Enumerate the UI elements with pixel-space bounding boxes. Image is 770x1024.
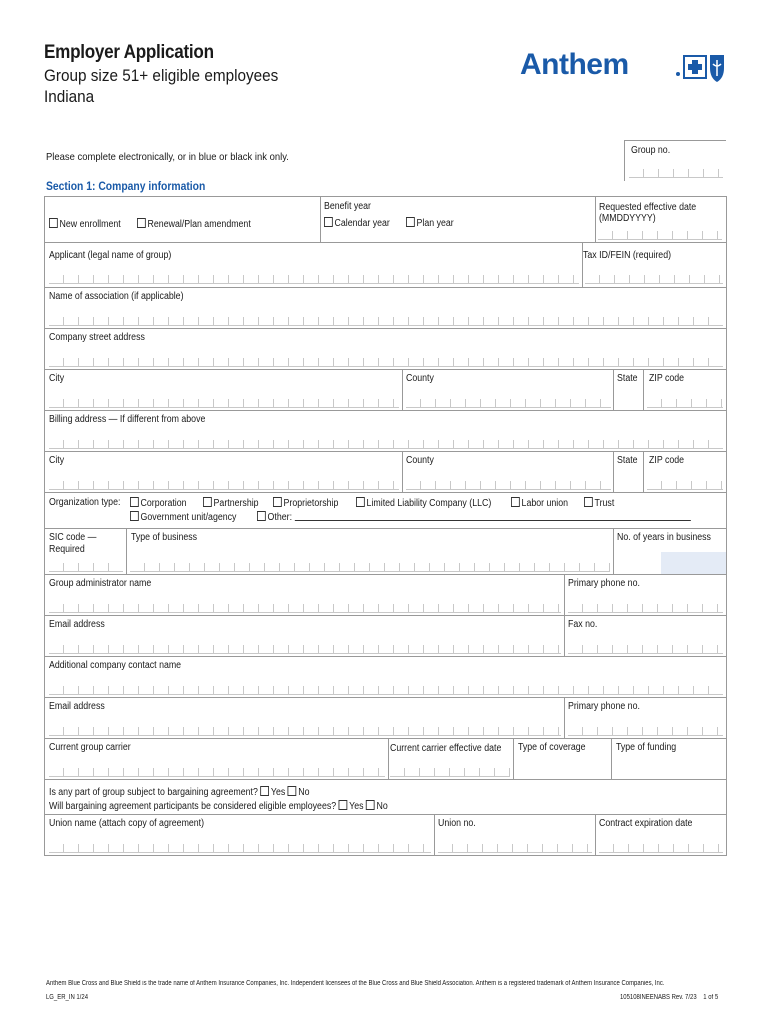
tax-id-input[interactable] [585, 275, 723, 284]
tax-id-label: Tax ID/FEIN (required) [583, 250, 672, 261]
city-input[interactable] [49, 399, 399, 408]
state2-label: State [617, 455, 638, 466]
divider [613, 451, 614, 492]
zip-input[interactable] [647, 399, 723, 408]
current-carrier-label: Current group carrier [49, 742, 131, 753]
union-no-label: Union no. [438, 818, 476, 829]
proprietorship-option[interactable] [273, 497, 338, 509]
other-checkbox[interactable] [257, 511, 266, 521]
zip2-label: ZIP code [649, 455, 685, 466]
other-label: Other: [267, 512, 293, 523]
email-label: Email address [49, 619, 105, 630]
calendar-year-label: Calendar year [334, 218, 390, 229]
government-option[interactable] [130, 511, 236, 523]
new-enrollment-option[interactable] [49, 218, 121, 230]
benefit-year-label: Benefit year [324, 201, 371, 212]
state-label: State [617, 373, 638, 384]
new-enrollment-checkbox[interactable] [49, 218, 58, 228]
divider [643, 369, 644, 410]
row-divider [45, 697, 726, 698]
trust-checkbox[interactable] [584, 497, 593, 507]
carrier-effective-date-label: Current carrier effective date [390, 743, 502, 754]
association-input[interactable] [49, 317, 723, 326]
partnership-label: Partnership [213, 498, 259, 509]
divider [402, 451, 403, 492]
divider [613, 528, 614, 574]
additional-contact-label: Additional company contact name [49, 660, 182, 671]
applicant-input[interactable] [49, 275, 579, 284]
row-divider [45, 814, 726, 815]
primary-phone2-label: Primary phone no. [568, 701, 640, 712]
state-name: Indiana [44, 87, 95, 106]
no-label: No [376, 801, 388, 812]
labor-union-checkbox[interactable] [511, 497, 520, 507]
corporation-label: Corporation [140, 498, 187, 509]
admin-name-label: Group administrator name [49, 578, 152, 589]
row-divider [45, 328, 726, 329]
zip-label: ZIP code [649, 373, 685, 384]
bargaining-q1-no-checkbox[interactable] [288, 786, 297, 796]
email2-label: Email address [49, 701, 105, 712]
county2-label: County [406, 455, 434, 466]
divider [513, 738, 514, 779]
billing-label: Billing address — If different from above [49, 414, 206, 425]
union-name-input[interactable] [49, 844, 431, 853]
county-label: County [406, 373, 434, 384]
trust-option[interactable] [584, 497, 614, 509]
new-enrollment-label: New enrollment [59, 219, 121, 230]
row-divider [45, 574, 726, 575]
city2-label: City [49, 455, 65, 466]
group-no-label: Group no. [631, 145, 671, 156]
zip2-input[interactable] [647, 481, 723, 490]
government-checkbox[interactable] [130, 511, 139, 521]
labor-union-label: Labor union [521, 498, 569, 509]
bargaining-question-1 [49, 786, 310, 798]
partnership-checkbox[interactable] [203, 497, 212, 507]
trademark-notice: Anthem Blue Cross and Blue Shield is the trade name of Anthem Insurance Companies, Inc. Independent licensees of the Blue Cross and Blue Shield Association. Anthem is a registered trademark of Anthem Insurance Companies, Inc. [46, 980, 665, 987]
email2-input[interactable] [49, 727, 561, 736]
bargaining-q2-yes-checkbox[interactable] [339, 800, 348, 810]
renewal-label: Renewal/Plan amendment [147, 219, 251, 230]
yes-label: Yes [270, 787, 286, 798]
section-1-title: Section 1: Company information [46, 181, 206, 193]
blue-cross-blue-shield-icon [666, 52, 726, 84]
bargaining-q1-text: Is any part of group subject to bargaining agreement? [49, 787, 258, 798]
divider [582, 242, 583, 287]
street-input[interactable] [49, 358, 723, 367]
date-format-label: (MMDDYYYY) [599, 213, 656, 224]
current-carrier-input[interactable] [49, 768, 385, 777]
contract-exp-label: Contract expiration date [599, 818, 693, 829]
logo-wordmark: Anthem [520, 48, 629, 81]
corporation-checkbox[interactable] [130, 497, 139, 507]
applicant-label: Applicant (legal name of group) [49, 250, 172, 261]
fax-label: Fax no. [568, 619, 598, 630]
divider [611, 738, 612, 779]
divider [564, 574, 565, 615]
group-no-comb [629, 169, 723, 178]
divider [320, 197, 321, 242]
association-label: Name of association (if applicable) [49, 291, 184, 302]
group-no-field[interactable] [624, 140, 726, 181]
no-label: No [298, 787, 310, 798]
divider [126, 528, 127, 574]
plan-year-option[interactable] [406, 217, 454, 229]
row-divider [45, 528, 726, 529]
bargaining-q2-no-checkbox[interactable] [366, 800, 375, 810]
requested-effective-date-label: Requested effective date [599, 202, 697, 213]
row-divider [45, 492, 726, 493]
union-name-label: Union name (attach copy of agreement) [49, 818, 205, 829]
type-of-business-label: Type of business [131, 532, 198, 543]
other-input[interactable] [294, 511, 690, 521]
page-title: Employer Application [44, 42, 214, 63]
type-of-funding-label: Type of funding [616, 742, 677, 753]
renewal-checkbox[interactable] [137, 218, 146, 228]
proprietorship-label: Proprietorship [283, 498, 339, 509]
row-divider [45, 779, 726, 780]
carrier-effective-date-input[interactable] [390, 768, 510, 777]
plan-year-checkbox[interactable] [406, 217, 415, 227]
divider [388, 738, 389, 779]
type-of-coverage-label: Type of coverage [518, 742, 586, 753]
divider [434, 814, 435, 855]
row-divider [45, 369, 726, 370]
row-divider [45, 738, 726, 739]
fax-input[interactable] [568, 645, 723, 654]
row-divider [45, 615, 726, 616]
renewal-option[interactable] [137, 218, 251, 230]
primary-phone-input[interactable] [568, 604, 723, 613]
email-input[interactable] [49, 645, 561, 654]
sic-required-label: Required [49, 544, 85, 555]
llc-label: Limited Liability Company (LLC) [366, 498, 492, 509]
sic-code-label: SIC code — [49, 532, 97, 543]
bargaining-q2-text: Will bargaining agreement participants be considered eligible employees? [49, 801, 337, 812]
county-input[interactable] [406, 399, 611, 408]
effective-date-comb[interactable] [598, 231, 722, 240]
divider [643, 451, 644, 492]
primary-phone-label: Primary phone no. [568, 578, 640, 589]
years-in-business-input[interactable] [661, 552, 726, 574]
row-divider [45, 656, 726, 657]
billing-input[interactable] [49, 440, 723, 449]
additional-contact-input[interactable] [49, 686, 723, 695]
divider [402, 369, 403, 410]
revision-and-page [620, 994, 718, 1001]
divider [595, 197, 596, 242]
company-info-form [44, 196, 727, 856]
primary-phone2-input[interactable] [568, 727, 723, 736]
divider [564, 615, 565, 656]
sic-code-input[interactable] [49, 563, 123, 572]
corporation-option[interactable] [130, 497, 187, 509]
llc-option[interactable] [356, 497, 491, 509]
page-number: 1 of 5 [703, 994, 719, 1001]
instructions: Please complete electronically, or in blue or black ink only. [46, 151, 289, 163]
county2-input[interactable] [406, 481, 611, 490]
bargaining-question-2 [49, 800, 388, 812]
city-label: City [49, 373, 65, 384]
form-id: LG_ER_IN 1/24 [46, 994, 89, 1001]
org-type-label: Organization type: [49, 497, 121, 508]
divider [564, 697, 565, 738]
revision: 105108INEENABS Rev. 7/23 [620, 994, 697, 1001]
row-divider [45, 451, 726, 452]
admin-name-input[interactable] [49, 604, 561, 613]
row-divider [45, 287, 726, 288]
type-of-business-input[interactable] [130, 563, 610, 572]
yes-label: Yes [349, 801, 364, 812]
anthem-logo [520, 50, 726, 86]
plan-year-label: Plan year [416, 218, 454, 229]
divider [595, 814, 596, 855]
row-divider [45, 242, 726, 243]
proprietorship-checkbox[interactable] [273, 497, 282, 507]
contract-exp-input[interactable] [599, 844, 723, 853]
street-label: Company street address [49, 332, 145, 343]
calendar-year-option[interactable] [324, 217, 390, 229]
labor-union-option[interactable] [511, 497, 568, 509]
government-label: Government unit/agency [140, 512, 237, 523]
calendar-year-checkbox[interactable] [324, 217, 333, 227]
llc-checkbox[interactable] [356, 497, 365, 507]
page-subtitle: Group size 51+ eligible employees [44, 66, 279, 85]
years-in-business-label: No. of years in business [617, 532, 711, 543]
trust-label: Trust [594, 498, 615, 509]
row-divider [45, 410, 726, 411]
other-option[interactable] [257, 511, 690, 523]
partnership-option[interactable] [203, 497, 259, 509]
city2-input[interactable] [49, 481, 399, 490]
union-no-input[interactable] [438, 844, 592, 853]
bargaining-q1-yes-checkbox[interactable] [260, 786, 269, 796]
divider [613, 369, 614, 410]
